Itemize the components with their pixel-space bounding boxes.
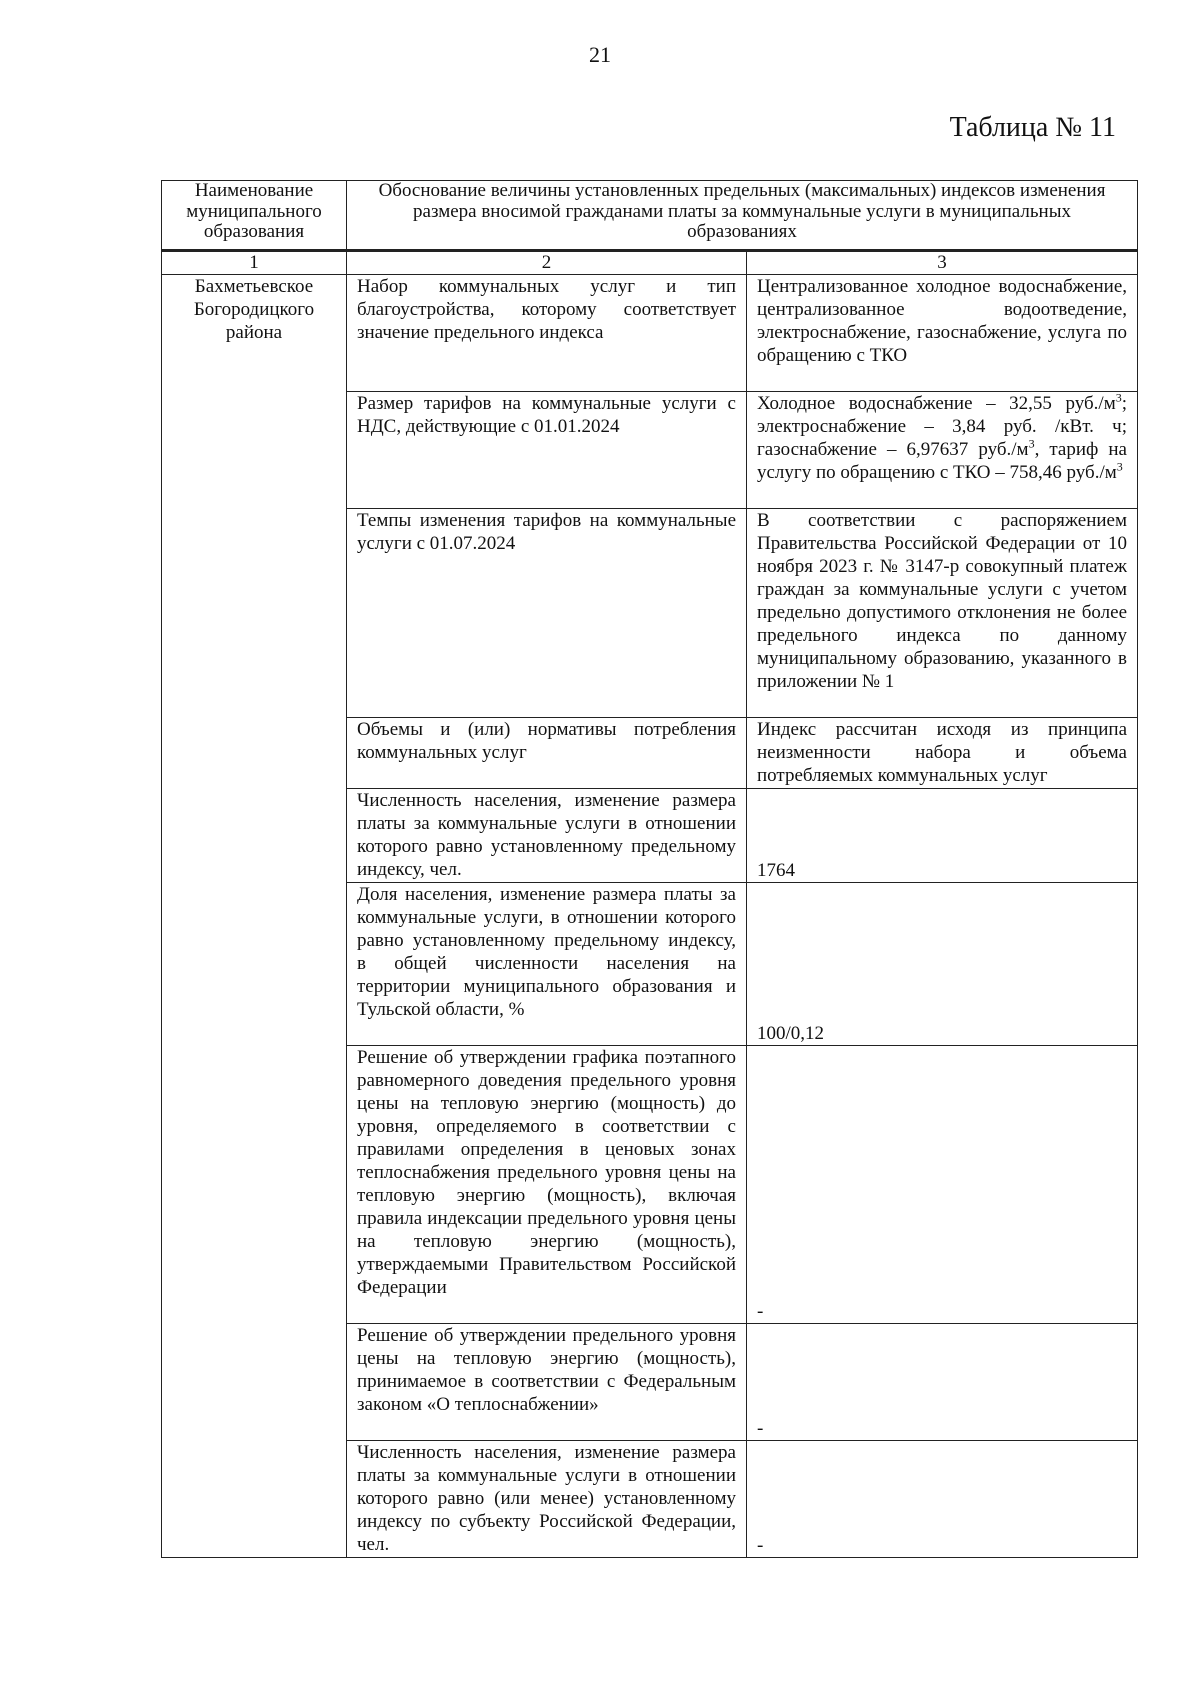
column-number: 3: [747, 251, 1138, 275]
page-number: 21: [589, 42, 611, 67]
superscript: 3: [1116, 459, 1123, 474]
row-label: Темпы изменения тарифов на коммунальные услуги с 01.07.2024: [347, 509, 747, 718]
row-label: Решение об утверждении графика поэтапного равномерного доведения предельного уровня цены на тепловую энергию (мощность) до уровня, определяемого в соответствии с правилами определения в ценовых зонах теплоснабжения предельного уровня цены на тепловую энергию (мощность), включая правила индексации предельного уровня цены на тепловую энергию (мощность), утверждаемыми Правительством Российской Федерации: [347, 1046, 747, 1324]
row-label: Численность населения, изменение размера платы за коммунальные услуги в отношении которого равно установленному предельному индексу, чел.: [347, 789, 747, 883]
superscript: 3: [1115, 390, 1122, 405]
row-value: -: [747, 1046, 1138, 1324]
tariff-text: ; электроснабжение – 3,84 руб. /кВт. ч; газоснабжение – 6,97637 руб./м: [757, 393, 1127, 460]
table-row: [162, 275, 1138, 392]
table-title: Таблица № 11: [949, 112, 1116, 143]
row-value: 1764: [747, 789, 1138, 883]
row-label: Численность населения, изменение размера платы за коммунальные услуги в отношении которого равно (или менее) установленному индексу по субъекту Российской Федерации, чел.: [347, 1441, 747, 1558]
row-value: Централизованное холодное водоснабжение, централизованное водоотведение, электроснабжение, газоснабжение, услуга по обращению с ТКО: [747, 275, 1138, 392]
header-justification: Обоснование величины установленных предельных (максимальных) индексов изменения размера вносимой гражданами платы за коммунальные услуги в муниципальных образованиях: [347, 181, 1138, 251]
header-row: [162, 181, 1138, 251]
row-label: Размер тарифов на коммунальные услуги с НДС, действующие с 01.01.2024: [347, 392, 747, 509]
row-label: Решение об утверждении предельного уровня цены на тепловую энергию (мощность), принимаемое в соответствии с Федеральным законом «О теплоснабжении»: [347, 1324, 747, 1441]
row-value: В соответствии с распоряжением Правительства Российской Федерации от 10 ноября 2023 г. № 3147-р совокупный платеж граждан за коммунальные услуги с учетом предельно допустимого отклонения не более предельного индекса по данному муниципальному образованию, указанного в приложении № 1: [747, 509, 1138, 718]
row-label: Доля населения, изменение размера платы за коммунальные услуги, в отношении которого равно установленному предельному индексу, в общей численности населения на территории муниципального образования и Тульской области, %: [347, 883, 747, 1046]
row-value: Индекс рассчитан исходя из принципа неизменности набора и объема потребляемых коммунальных услуг: [747, 718, 1138, 789]
superscript: 3: [1028, 436, 1035, 451]
row-label: Набор коммунальных услуг и тип благоустройства, которому соответствует значение предельного индекса: [347, 275, 747, 392]
row-value: [747, 392, 1138, 509]
data-table: [161, 180, 1138, 1558]
header-municipality: Наименование муниципального образования: [162, 181, 347, 251]
row-value: 100/0,12: [747, 883, 1138, 1046]
column-numbers-row: [162, 251, 1138, 275]
column-number: 2: [347, 251, 747, 275]
column-number: 1: [162, 251, 347, 275]
tariff-text: , тариф на услугу по обращению с ТКО – 758,46 руб./м: [757, 439, 1127, 483]
municipality-cell: Бахметьевское Богородицкого района: [162, 275, 347, 1558]
tariff-text: Холодное водоснабжение – 32,55 руб./м: [757, 393, 1116, 414]
row-label: Объемы и (или) нормативы потребления коммунальных услуг: [347, 718, 747, 789]
row-value: -: [747, 1324, 1138, 1441]
row-value: -: [747, 1441, 1138, 1558]
